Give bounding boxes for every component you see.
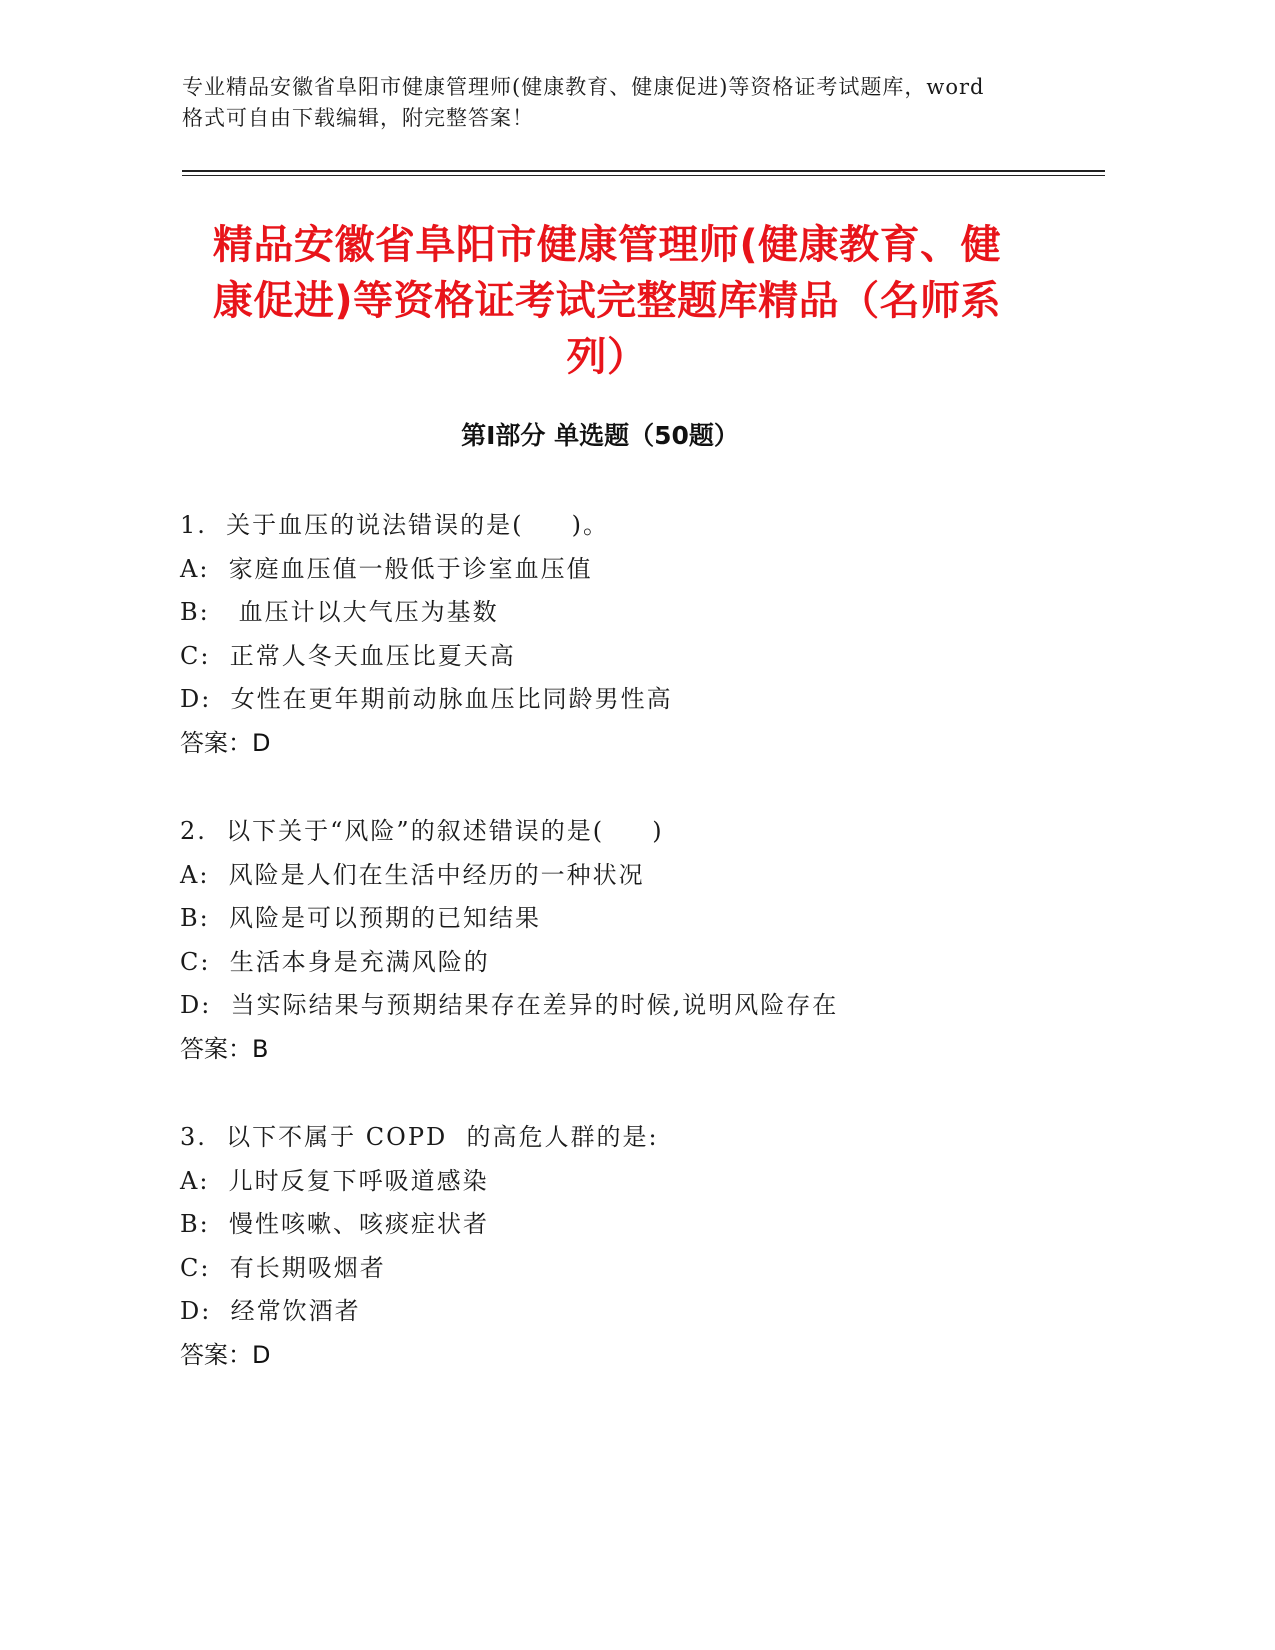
- option-a: A: 家庭血压值一般低于诊室血压值: [180, 554, 593, 583]
- question-item: [180, 810, 1140, 1071]
- header-divider-thick: [182, 170, 1105, 172]
- option-b: B: 慢性咳嗽、咳痰症状者: [180, 1210, 489, 1238]
- question-stem: 3. 以下不属于 COPD 的高危人群的是:: [180, 1123, 659, 1151]
- header-note: [182, 72, 1062, 134]
- question-list: [180, 504, 1140, 1422]
- answer-key: 答案：D: [180, 1340, 271, 1369]
- section-heading: 第Ⅰ部分 单选题（50题）: [461, 421, 739, 450]
- option-d: D: 女性在更年期前动脉血压比同龄男性高: [180, 685, 673, 713]
- option-c: C: 正常人冬天血压比夏天高: [180, 641, 516, 670]
- option-b: B: 风险是可以预期的已知结果: [180, 904, 541, 932]
- document-title-line-1: 精品安徽省阜阳市健康管理师(健康教育、健: [212, 222, 1002, 268]
- option-d: D: 当实际结果与预期结果存在差异的时候,说明风险存在: [180, 991, 839, 1019]
- option-d: D: 经常饮酒者: [180, 1297, 361, 1325]
- option-c: C: 有长期吸烟者: [180, 1253, 386, 1282]
- option-a: A: 儿时反复下呼吸道感染: [180, 1166, 489, 1195]
- option-c: C: 生活本身是充满风险的: [180, 947, 490, 976]
- header-note-line-2: 格式可自由下载编辑，附完整答案！: [182, 106, 534, 130]
- document-title-line-3: 列）: [566, 334, 648, 380]
- option-b: B: 血压计以大气压为基数: [180, 598, 499, 626]
- question-item: [180, 1116, 1140, 1377]
- header-divider-thin: [182, 175, 1105, 176]
- question-item: [180, 504, 1140, 765]
- document-title-line-2: 康促进)等资格证考试完整题库精品（名师系: [212, 278, 1002, 324]
- answer-key: 答案：D: [180, 728, 271, 757]
- document-title: [176, 217, 1038, 385]
- question-stem: 1. 关于血压的说法错误的是( )。: [180, 511, 610, 539]
- question-stem: 2. 以下关于“风险”的叙述错误的是( ): [180, 817, 664, 845]
- option-a: A: 风险是人们在生活中经历的一种状况: [180, 860, 645, 889]
- header-note-line-1: 专业精品安徽省阜阳市健康管理师(健康教育、健康促进)等资格证考试题库，word: [182, 75, 985, 99]
- answer-key: 答案：B: [180, 1034, 269, 1063]
